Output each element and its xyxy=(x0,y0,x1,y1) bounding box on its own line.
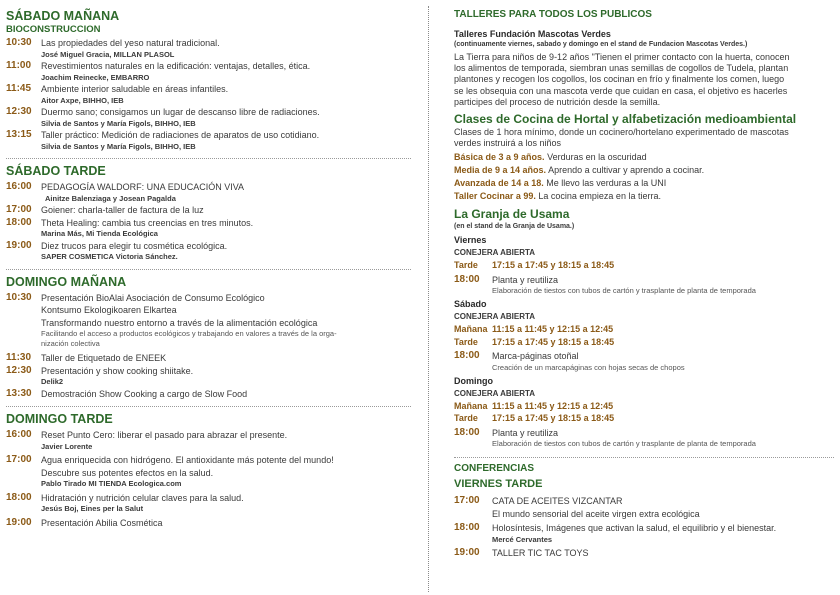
paragraph-line: Clases de 1 hora mínimo, donde un cocinero/hortelano experimentado de mascotas xyxy=(454,127,789,138)
event-list xyxy=(454,495,834,560)
event-time: 18:00 xyxy=(454,350,480,362)
event-time: 18:00 xyxy=(454,273,480,285)
event xyxy=(6,454,411,490)
slot-hours: 17:15 a 17:45 y 18:15 a 18:45 xyxy=(492,260,615,271)
level-text: La cocina empieza en la tierra. xyxy=(538,191,661,202)
conejera-label: CONEJERA ABIERTA xyxy=(454,312,536,322)
event-title: Holosíntesis, Imágenes que activan la salud, el equilibrio y el bienestar. xyxy=(492,523,777,534)
event-speaker: José Miguel Gracia, MILLAN PLASOL xyxy=(41,49,175,59)
event-list xyxy=(6,292,411,401)
day-label: Domingo xyxy=(454,375,493,386)
event xyxy=(6,181,411,204)
event-title: Revestimientos naturales en la edificación: ventajas, detalles, ética. xyxy=(41,61,311,71)
event xyxy=(454,350,834,373)
event-time: 10:30 xyxy=(6,37,32,48)
paragraph-line: plantones y recogen los cogollos, los cocinan en frío y finalmente los comen, luego xyxy=(454,74,785,85)
section-subheading: VIERNES TARDE xyxy=(454,478,543,491)
workshop-description xyxy=(454,52,834,108)
event-title: Agua enriquecida con hidrógeno. El antioxidante más potente del mundo! xyxy=(41,455,334,465)
level-item xyxy=(454,177,834,190)
location-note: (en el stand de la Granja de Usama.) xyxy=(454,223,575,231)
section-heading: DOMINGO TARDE xyxy=(6,412,113,426)
time-slot xyxy=(454,259,834,272)
event-title-line: Kontsumo Ekologikoaren Elkartea xyxy=(41,305,177,315)
event xyxy=(454,495,834,520)
event-title: Theta Healing: cambia tus creencias en tres minutos. xyxy=(41,217,254,228)
slot-hours: 17:15 a 17:45 y 18:15 a 18:45 xyxy=(492,413,615,424)
slot-label: Tarde xyxy=(454,413,478,424)
event-title-line: Transformando nuestro entorno a través de la alimentación ecológica xyxy=(41,317,318,328)
column-divider xyxy=(428,6,429,592)
day-block-viernes xyxy=(454,234,834,296)
section-heading: DOMINGO MAÑANA xyxy=(6,274,127,289)
day-block-domingo xyxy=(454,375,834,450)
event xyxy=(454,547,834,560)
event-speaker: Mercé Cervantes xyxy=(492,534,553,544)
event-title: Hidratación y nutrición celular claves para la salud. xyxy=(41,492,244,503)
time-slot xyxy=(454,400,834,413)
event xyxy=(6,240,411,263)
event-title: Presentación BioAlai Asociación de Consumo Ecológico xyxy=(41,292,265,303)
level-label: Taller Cocinar a 99. xyxy=(454,191,536,202)
event-time: 18:00 xyxy=(6,216,32,228)
level-item xyxy=(454,151,834,164)
section-heading: SÁBADO MAÑANA xyxy=(6,9,120,23)
event-note: Facilitando el acceso a productos ecológicos y trabajando en valores a través de la orga- xyxy=(41,329,337,338)
event xyxy=(6,60,411,83)
event-title: TALLER TIC TAC TOYS xyxy=(492,548,589,559)
time-slot xyxy=(454,323,834,336)
event-time: 10:30 xyxy=(6,291,32,303)
event-time: 17:00 xyxy=(6,454,32,465)
event-speaker: Silvia de Santos y María Figols, BIHHO, IEB xyxy=(41,141,196,151)
level-text: Verduras en la oscuridad xyxy=(547,152,647,163)
time-slot xyxy=(454,412,834,425)
event-speaker: SAPER COSMETICA Victoria Sánchez. xyxy=(41,252,178,261)
event-title: Marca-páginas otoñal xyxy=(492,351,579,362)
paragraph-line: se les obsequia con una mascota verde que cuidan en casa, el objetivo es hacerles xyxy=(454,85,788,96)
section-subheading: BIOCONSTRUCCION xyxy=(6,24,101,35)
event-time: 13:15 xyxy=(6,129,32,140)
event-time: 19:00 xyxy=(6,516,32,528)
event-title: Las propiedades del yeso natural tradicional. xyxy=(41,38,220,48)
time-slot xyxy=(454,336,834,349)
event-time: 11:45 xyxy=(6,83,32,94)
event xyxy=(6,365,411,388)
level-label: Básica de 3 a 9 años. xyxy=(454,152,545,163)
level-item xyxy=(454,190,834,203)
event xyxy=(454,274,834,297)
day-label: Sábado xyxy=(454,299,487,310)
event-time: 12:30 xyxy=(6,364,32,376)
event-title: Taller de Etiquetado de ENEEK xyxy=(41,353,167,363)
event-time: 18:00 xyxy=(6,491,32,503)
event-speaker: Aitor Axpe, BIHHO, IEB xyxy=(41,95,124,105)
conejera-label: CONEJERA ABIERTA xyxy=(454,388,536,398)
event-speaker: Jesús Boj, Eines per la Salut xyxy=(41,504,144,513)
event-time: 18:00 xyxy=(454,522,480,534)
event xyxy=(6,352,411,365)
section-heading: SÁBADO TARDE xyxy=(6,164,106,178)
event-title: Planta y reutiliza xyxy=(492,274,559,285)
event-time: 19:00 xyxy=(6,239,32,251)
event xyxy=(6,217,411,240)
section-heading: CONFERENCIAS xyxy=(454,463,535,475)
event-title: Presentación Abilia Cosmética xyxy=(41,517,163,528)
event-time: 16:00 xyxy=(6,181,32,192)
event xyxy=(6,388,411,401)
event xyxy=(6,292,411,350)
event-list xyxy=(6,181,411,263)
event xyxy=(454,522,834,545)
paragraph-line: La Tierra para niños de 9-12 años "Tienen el primer contacto con la huerta, conocen xyxy=(454,52,790,62)
event-title: Goiener: charla-taller de factura de la luz xyxy=(41,205,204,215)
day-label: Viernes xyxy=(454,235,487,246)
event-time: 11:30 xyxy=(6,352,32,363)
event-title: Ambiente interior saludable en áreas infantiles. xyxy=(41,84,229,94)
day-block-sabado xyxy=(454,298,834,373)
event-time: 18:00 xyxy=(454,426,480,438)
section-heading: La Granja de Usama xyxy=(454,207,570,222)
level-text: Aprendo a cultivar y aprendo a cocinar. xyxy=(548,165,705,176)
event-note: Creación de un marcapáginas con hojas secas de chopos xyxy=(492,362,685,372)
event-title: PEDAGOGÍA WALDORF: UNA EDUCACIÓN VIVA xyxy=(41,182,245,192)
workshop-location-note: (continuamente viernes, sabado y domingo en el stand de Fundacion Mascotas Verdes.) xyxy=(454,41,748,48)
level-label: Media de 9 a 14 años. xyxy=(454,165,547,176)
event-title: Diez trucos para elegir tu cosmética ecológica. xyxy=(41,240,228,251)
level-label: Avanzada de 14 a 18. xyxy=(454,178,544,189)
slot-hours: 11:15 a 11:45 y 12:15 a 12:45 xyxy=(492,400,614,411)
event-time: 17:00 xyxy=(454,495,480,507)
event xyxy=(6,429,411,452)
event xyxy=(6,106,411,129)
slot-label: Tarde xyxy=(454,260,478,271)
section-separator xyxy=(6,158,411,159)
event-title: Demostración Show Cooking a cargo de Slow Food xyxy=(41,388,248,399)
slot-hours: 17:15 a 17:45 y 18:15 a 18:45 xyxy=(492,336,615,347)
slot-label: Mañana xyxy=(454,400,488,411)
section-heading: Clases de Cocina de Hortal y alfabetización medioambiental xyxy=(454,112,797,127)
event-speaker: Delik2 xyxy=(41,377,64,386)
event-note: nización colectiva xyxy=(41,339,100,348)
right-column xyxy=(454,8,834,560)
event-time: 13:30 xyxy=(6,387,32,399)
conejera-label: CONEJERA ABIERTA xyxy=(454,248,536,258)
event-title: Planta y reutiliza xyxy=(492,427,559,438)
level-list xyxy=(454,151,834,203)
event-title: Duermo sano; consigamos un lugar de descanso libre de radiaciones. xyxy=(41,107,320,117)
event-time: 19:00 xyxy=(454,547,480,559)
event xyxy=(454,427,834,450)
event xyxy=(6,37,411,60)
event xyxy=(6,129,411,152)
slot-label: Tarde xyxy=(454,336,478,347)
event-title: Taller práctico: Medición de radiaciones de aparatos de uso cotidiano. xyxy=(41,130,320,140)
slot-hours: 11:15 a 11:45 y 12:15 a 12:45 xyxy=(492,324,614,335)
section-separator xyxy=(454,457,834,458)
event-note: Elaboración de tiestos con tubos de cartón y trasplante de planta de temporada xyxy=(492,439,756,449)
event-time: 12:30 xyxy=(6,106,32,117)
event-speaker: Joachim Reinecke, EMBARRO xyxy=(41,72,150,82)
event-time: 17:00 xyxy=(6,204,32,215)
event-title: CATA DE ACEITES VIZCANTAR xyxy=(492,496,623,507)
paragraph-line: participes del proceso de nutrición desde la semilla. xyxy=(454,96,661,107)
section-separator xyxy=(6,269,411,270)
workshop-title: Talleres Fundación Mascotas Verdes xyxy=(454,29,611,39)
event-title-line: El mundo sensorial del aceite virgen extra ecológica xyxy=(492,508,700,519)
event-speaker: Marina Más, Mi Tienda Ecológica xyxy=(41,229,158,238)
event-speaker: Pablo Tirado MI TIENDA Ecologica.com xyxy=(41,479,182,488)
slot-label: Mañana xyxy=(454,324,488,335)
event-time: 11:00 xyxy=(6,60,32,71)
event-speaker: Silvia de Santos y María Figols, BIHHO, IEB xyxy=(41,118,196,128)
section-separator xyxy=(6,406,411,407)
event-list xyxy=(6,37,411,152)
event-title-line: Descubre sus potentes efectos en la salud. xyxy=(41,467,214,478)
event-title: Presentación y show cooking shiitake. xyxy=(41,365,194,376)
paragraph-line: verdes instruirá a los niños xyxy=(454,138,562,149)
event-speaker: Javier Lorente xyxy=(41,441,93,451)
left-column xyxy=(6,8,411,529)
section-heading: TALLERES PARA TODOS LOS PUBLICOS xyxy=(454,9,652,20)
event-note: Elaboración de tiestos con tubos de cartón y trasplante de planta de temporada xyxy=(492,286,756,296)
event-title: Reset Punto Cero: liberar el pasado para abrazar el presente. xyxy=(41,430,288,440)
event xyxy=(6,517,411,530)
level-text: Me llevo las verduras a la UNI xyxy=(546,178,667,189)
event xyxy=(6,83,411,106)
event xyxy=(6,204,411,217)
event-list xyxy=(6,429,411,529)
event xyxy=(6,492,411,515)
level-item xyxy=(454,164,834,177)
event-speaker: Ainitze Balenziaga y Josean Pagalda xyxy=(45,193,176,203)
paragraph-line: los alimentos de temporada, siembran unas semillas de cogollos de Tudela, plantan xyxy=(454,63,789,74)
event-time: 16:00 xyxy=(6,429,32,440)
